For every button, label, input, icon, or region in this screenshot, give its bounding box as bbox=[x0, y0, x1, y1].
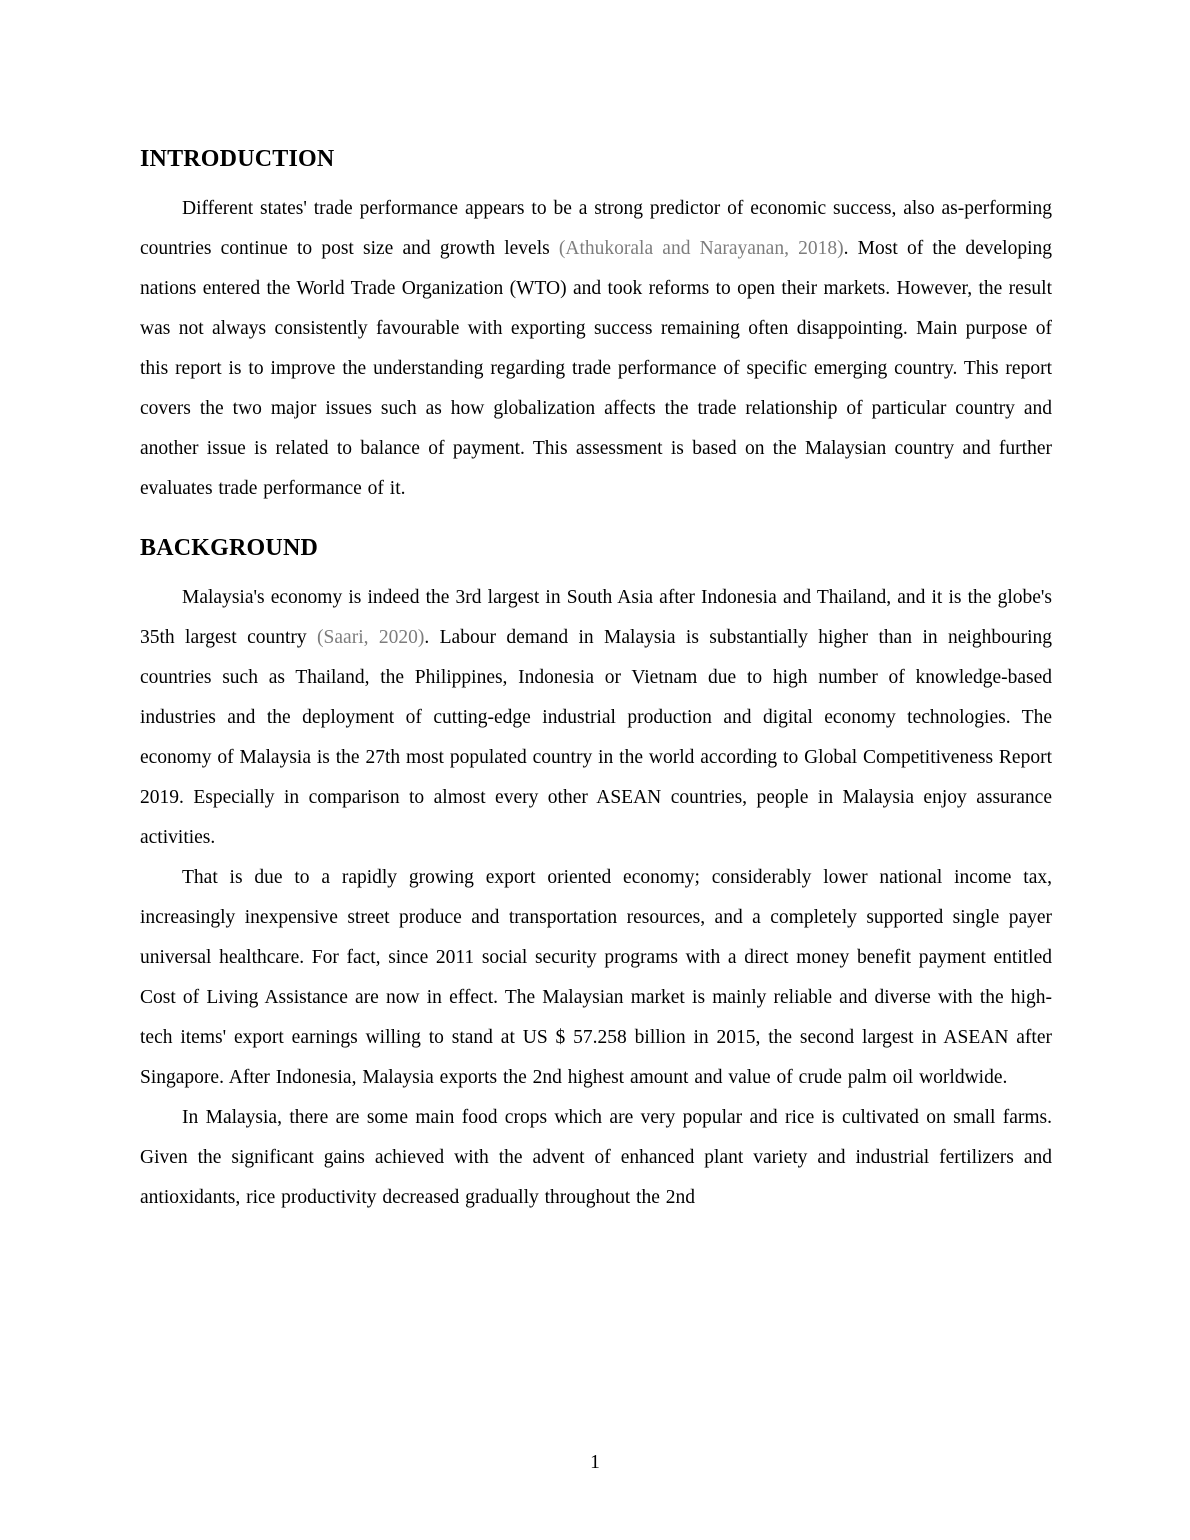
background-paragraph-1 bbox=[140, 578, 1052, 858]
text-segment: That is due to a rapidly growing export oriented economy; considerably lower national income tax, increasingly inexpensive street produce and transportation resources, and a completely supported single payer universal healthcare. For fact, since 2011 social security programs with a direct money benefit payment entitled Cost of Living Assistance are now in effect. The Malaysian market is mainly reliable and diverse with the high-tech items' export earnings willing to stand at US $ 57.258 billion in 2015, the second largest in ASEAN after Singapore. After Indonesia, Malaysia exports the 2nd highest amount and value of crude palm oil worldwide. bbox=[140, 867, 1052, 1088]
introduction-paragraph-1 bbox=[140, 189, 1052, 509]
text-segment: . Labour demand in Malaysia is substantially higher than in neighbouring countries such as Thailand, the Philippines, Indonesia or Vietnam due to high number of knowledge-based industries and the deployment of cutting-edge industrial production and digital economy technologies. The economy of Malaysia is the 27th most populated country in the world according to Global Competitiveness Report 2019. Especially in comparison to almost every other ASEAN countries, people in Malaysia enjoy assurance activities. bbox=[140, 627, 1052, 848]
citation-athukorala-narayanan-2018: (Athukorala and Narayanan, 2018) bbox=[558, 238, 844, 259]
document-body bbox=[140, 146, 1052, 1218]
text-segment: Different states' trade performance appears to be a strong predictor of economic success, also as-performing countries continue to post size and growth levels bbox=[140, 198, 1052, 259]
text-segment: In Malaysia, there are some main food crops which are very popular and rice is cultivated on small farms. Given the significant gains achieved with the advent of enhanced plant variety and industrial fertilizers and antioxidants, rice productivity decreased gradually throughout the 2nd bbox=[140, 1107, 1052, 1208]
text-segment: . Most of the developing nations entered the World Trade Organization (WTO) and took reforms to open their markets. However, the result was not always consistently favourable with exporting success remaining often disappointing. Main purpose of this report is to improve the understanding regarding trade performance of specific emerging country. This report covers the two major issues such as how globalization affects the trade relationship of particular country and another issue is related to balance of payment. This assessment is based on the Malaysian country and further evaluates trade performance of it. bbox=[140, 238, 1053, 499]
text-segment: Malaysia's economy is indeed the 3rd largest in South Asia after Indonesia and Thailand, and it is the globe's 35th largest country bbox=[140, 587, 1052, 648]
background-paragraph-2 bbox=[140, 858, 1052, 1098]
page-number: 1 bbox=[590, 1452, 600, 1473]
section-heading-introduction: INTRODUCTION bbox=[140, 146, 335, 172]
citation-saari-2020: (Saari, 2020) bbox=[317, 627, 425, 648]
section-heading-background: BACKGROUND bbox=[140, 535, 319, 561]
background-paragraph-3 bbox=[140, 1098, 1052, 1218]
